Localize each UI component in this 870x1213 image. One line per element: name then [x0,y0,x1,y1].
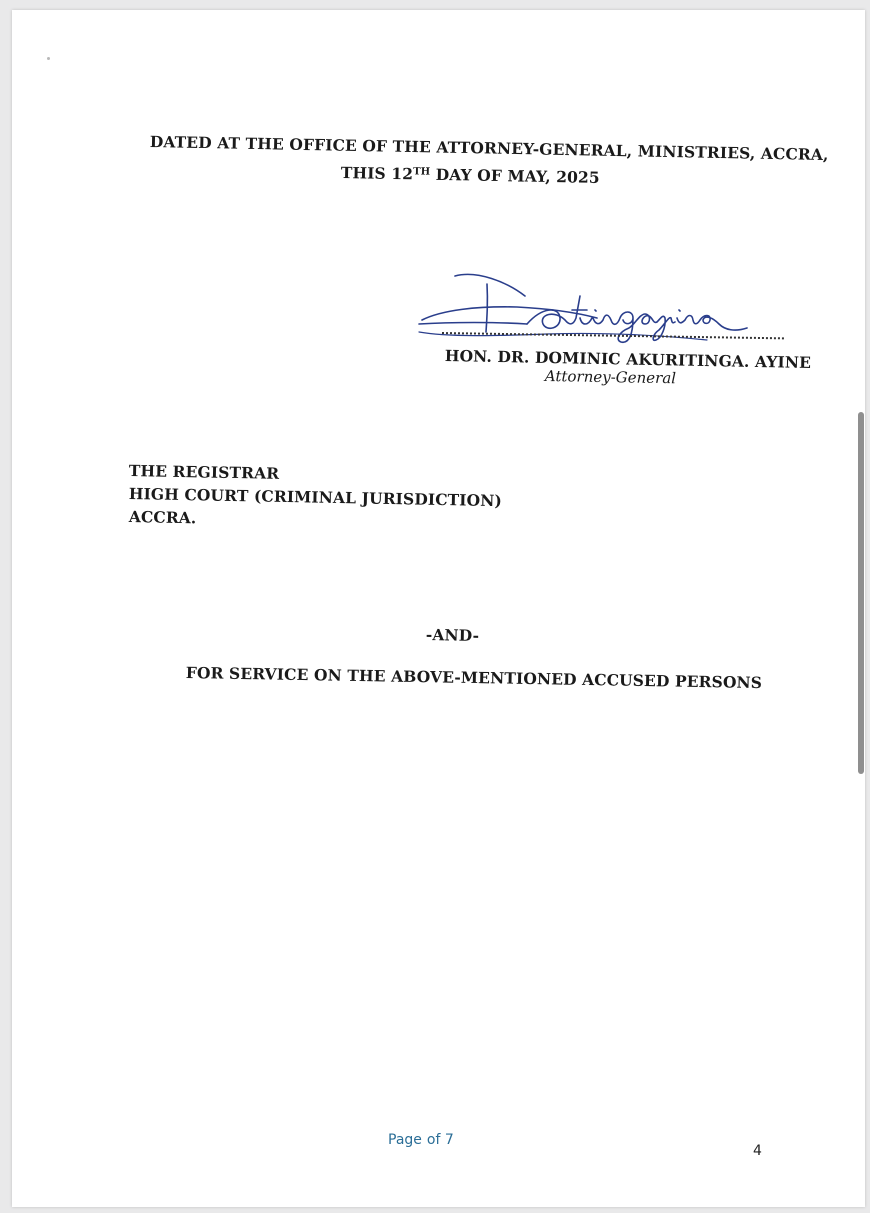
scan-speck [47,57,50,60]
dated-line-2-prefix: THIS 12 [340,163,414,184]
signatory-title: Attorney-General [544,367,677,388]
dated-line-2-suffix: DAY OF MAY, 2025 [430,164,600,187]
addressee-line-2: HIGH COURT (CRIMINAL JURISDICTION) [128,484,503,511]
dated-line-2 [341,163,600,187]
signatory-name: HON. DR. DOMINIC AKURITINGA. AYINE [444,346,812,373]
page-of-label [388,1132,454,1148]
service-line: FOR SERVICE ON THE ABOVE-MENTIONED ACCUSED PERSONS [185,663,763,693]
dated-line-2-superscript: TH [413,166,431,178]
dated-line-1: DATED AT THE OFFICE OF THE ATTORNEY-GENERAL, MINISTRIES, ACCRA, [149,132,829,165]
and-separator: -AND- [425,625,480,645]
vertical-scrollbar[interactable] [858,412,864,774]
page-number: 4 [753,1143,762,1159]
addressee-line-1: THE REGISTRAR [128,461,280,483]
page-label: Page [388,1132,422,1148]
of-total-label: of 7 [426,1132,454,1148]
document-page [12,10,865,1207]
addressee-line-3: ACCRA. [128,507,197,528]
